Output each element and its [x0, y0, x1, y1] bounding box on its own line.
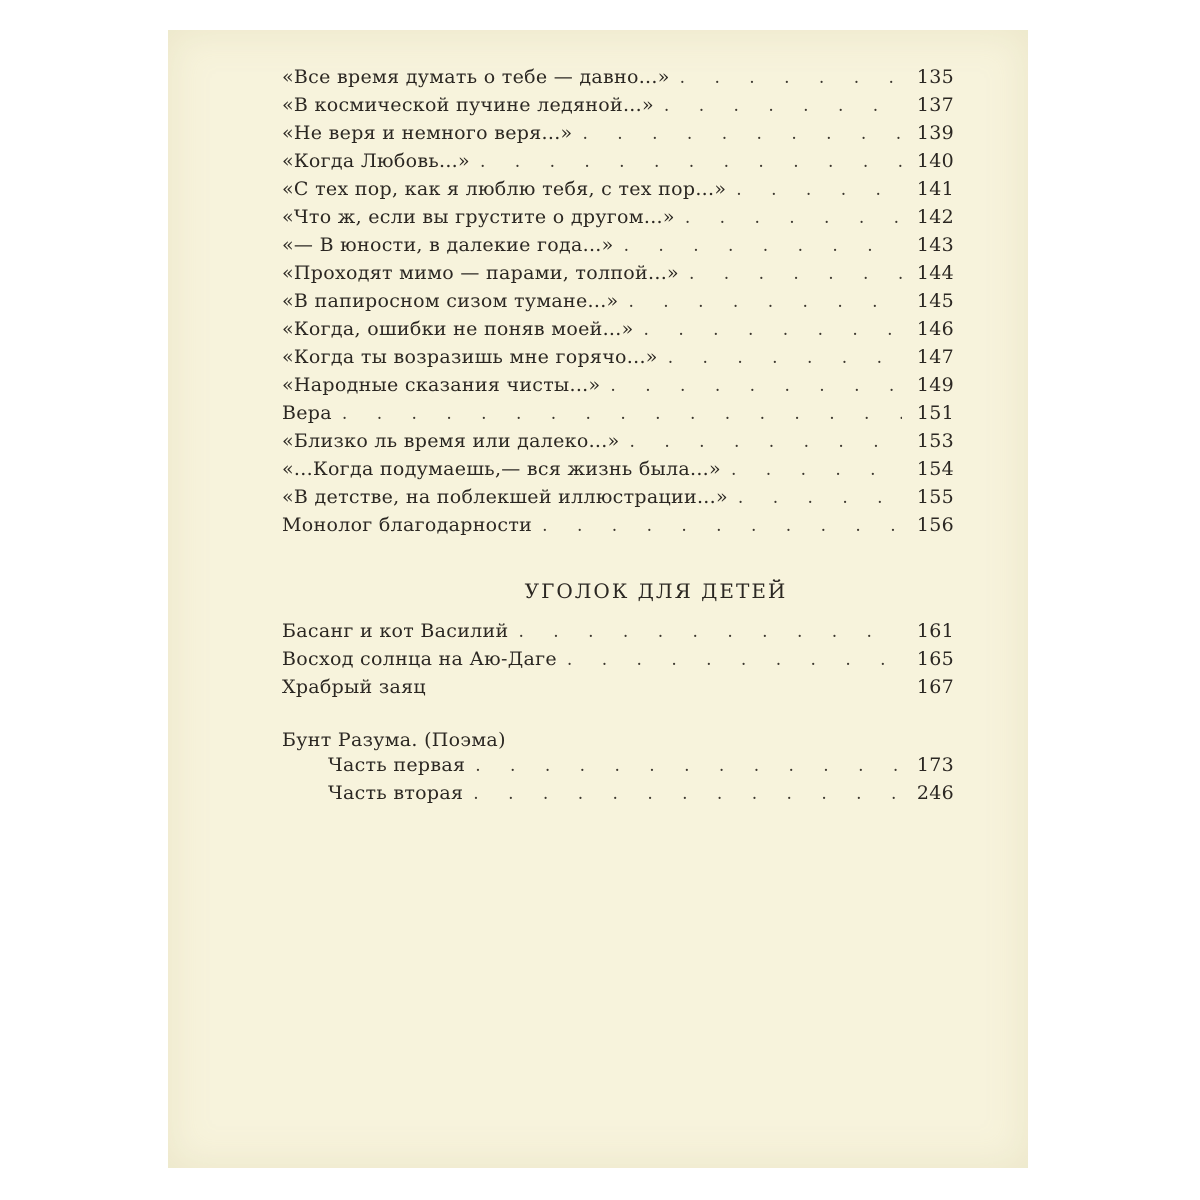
- toc-entry: [282, 620, 954, 648]
- dot-leader: [668, 348, 902, 368]
- entry-page: 167: [916, 676, 954, 698]
- toc-entry: [282, 754, 954, 782]
- dot-leader: [475, 756, 902, 776]
- dot-leader: [630, 432, 902, 452]
- entry-page: 246: [916, 782, 954, 804]
- toc-entry: [282, 648, 954, 676]
- toc-entry: [282, 262, 954, 290]
- entry-title: «Когда ты возразишь мне горячо...»: [282, 346, 658, 368]
- entry-title: Басанг и кот Василий: [282, 620, 509, 642]
- toc-entry: [282, 66, 954, 94]
- children-entries: [282, 620, 954, 704]
- toc-entry: [282, 676, 954, 704]
- entry-title: «Все время думать о тебе — давно...»: [282, 66, 670, 88]
- dot-leader: [628, 292, 902, 312]
- dot-leader: [582, 124, 902, 144]
- dot-leader: [689, 264, 902, 284]
- entry-page: 142: [916, 206, 954, 228]
- toc-entry: [282, 290, 954, 318]
- entry-page: 140: [916, 150, 954, 172]
- dot-leader: [680, 68, 902, 88]
- toc-entry: [282, 122, 954, 150]
- toc-entry: [282, 94, 954, 122]
- toc-entry: [282, 318, 954, 346]
- toc-entries: [282, 66, 954, 542]
- entry-page: 156: [916, 514, 954, 536]
- dot-leader: [518, 622, 902, 642]
- entry-page: 149: [916, 374, 954, 396]
- dot-leader: [685, 208, 902, 228]
- entry-page: 145: [916, 290, 954, 312]
- toc-entry: [282, 402, 954, 430]
- dot-leader: [480, 152, 902, 172]
- entry-page: 147: [916, 346, 954, 368]
- entry-title: «— В юности, в далекие года...»: [282, 234, 614, 256]
- entry-page: 139: [916, 122, 954, 144]
- toc-entry: [282, 150, 954, 178]
- entry-page: 161: [916, 620, 954, 642]
- entry-page: 151: [916, 402, 954, 424]
- entry-page: 155: [916, 486, 954, 508]
- entry-page: 141: [916, 178, 954, 200]
- poem-heading: Бунт Разума. (Поэма): [282, 729, 506, 751]
- toc-entry: [282, 178, 954, 206]
- entry-title: Часть вторая: [328, 782, 464, 804]
- section-heading: УГОЛОК ДЛЯ ДЕТЕЙ: [524, 579, 788, 603]
- entry-title: Часть первая: [328, 754, 466, 776]
- entry-title: «В папиросном сизом тумане...»: [282, 290, 619, 312]
- toc-entry: [282, 374, 954, 402]
- entry-title: «Что ж, если вы грустите о другом...»: [282, 206, 675, 228]
- entry-page: 137: [916, 94, 954, 116]
- entry-title: Восход солнца на Аю-Даге: [282, 648, 557, 670]
- dot-leader: [567, 650, 902, 670]
- entry-title: «Проходят мимо — парами, толпой...»: [282, 262, 679, 284]
- dot-leader: [473, 784, 902, 804]
- entry-title: «...Когда подумаешь,— вся жизнь была...»: [282, 458, 721, 480]
- dot-leader: [542, 516, 902, 536]
- entry-title: «В детстве, на поблекшей иллюстрации...»: [282, 486, 728, 508]
- entry-title: «Когда Любовь...»: [282, 150, 470, 172]
- toc-entry: [282, 782, 954, 810]
- dot-leader: [644, 320, 902, 340]
- toc-entry: [282, 458, 954, 486]
- entry-page: 135: [916, 66, 954, 88]
- toc-entry: [282, 514, 954, 542]
- dot-leader: [664, 96, 902, 116]
- entry-title: Храбрый заяц: [282, 676, 426, 698]
- table-of-contents: [282, 66, 954, 810]
- entry-page: 173: [916, 754, 954, 776]
- entry-title: Вера: [282, 402, 332, 424]
- toc-entry: [282, 206, 954, 234]
- dot-leader: [624, 236, 902, 256]
- entry-title: «Народные сказания чисты...»: [282, 374, 601, 396]
- toc-entry: [282, 486, 954, 514]
- entry-page: 165: [916, 648, 954, 670]
- entry-title: «Не веря и немного веря...»: [282, 122, 573, 144]
- entry-title: «Близко ль время или далеко...»: [282, 430, 620, 452]
- entry-title: Монолог благодарности: [282, 514, 533, 536]
- entry-title: «С тех пор, как я люблю тебя, с тех пор...»: [282, 178, 727, 200]
- toc-entry: [282, 234, 954, 262]
- poem-parts: [282, 754, 954, 810]
- entry-page: 154: [916, 458, 954, 480]
- dot-leader: [738, 488, 902, 508]
- dot-leader: [610, 376, 902, 396]
- dot-leader: [342, 404, 902, 424]
- dot-leader: [736, 180, 902, 200]
- entry-title: «Когда, ошибки не поняв моей...»: [282, 318, 634, 340]
- entry-page: 144: [916, 262, 954, 284]
- entry-page: 146: [916, 318, 954, 340]
- entry-title: «В космической пучине ледяной...»: [282, 94, 654, 116]
- entry-page: 153: [916, 430, 954, 452]
- toc-entry: [282, 346, 954, 374]
- toc-entry: [282, 430, 954, 458]
- entry-page: 143: [916, 234, 954, 256]
- dot-leader: [731, 460, 902, 480]
